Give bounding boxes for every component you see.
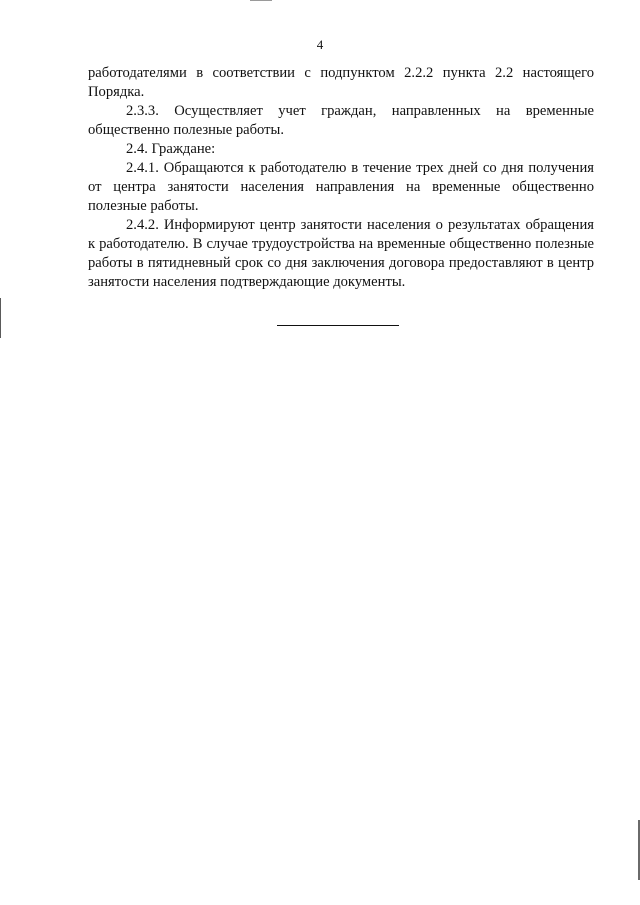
paragraph-2-4-1: 2.4.1. Обращаются к работодателю в течение трех дней со дня получения от центра занятости населения направления на временные общественно полезные работы. — [88, 160, 594, 214]
page-number: 4 — [316, 37, 324, 52]
scan-edge-mark-left — [0, 298, 1, 338]
scan-top-mark — [250, 0, 272, 1]
paragraph-2-4-heading: 2.4. Граждане: — [126, 141, 216, 157]
document-body — [88, 64, 594, 292]
paragraph-2-4-2: 2.4.2. Информируют центр занятости населения о результатах обращения к работодателю. В случае трудоустройства на временные общественно полезные работы в пятидневный срок со дня заключения договора предоставляют в центр занятости населения подтверждающие документы. — [88, 217, 594, 290]
paragraph-2-3-3: 2.3.3. Осуществляет учет граждан, направленных на временные общественно полезные работы. — [88, 103, 594, 138]
paragraph-continuation: работодателями в соответствии с подпунктом 2.2.2 пункта 2.2 настоящего Порядка. — [88, 65, 594, 100]
document-end-line — [277, 325, 399, 326]
